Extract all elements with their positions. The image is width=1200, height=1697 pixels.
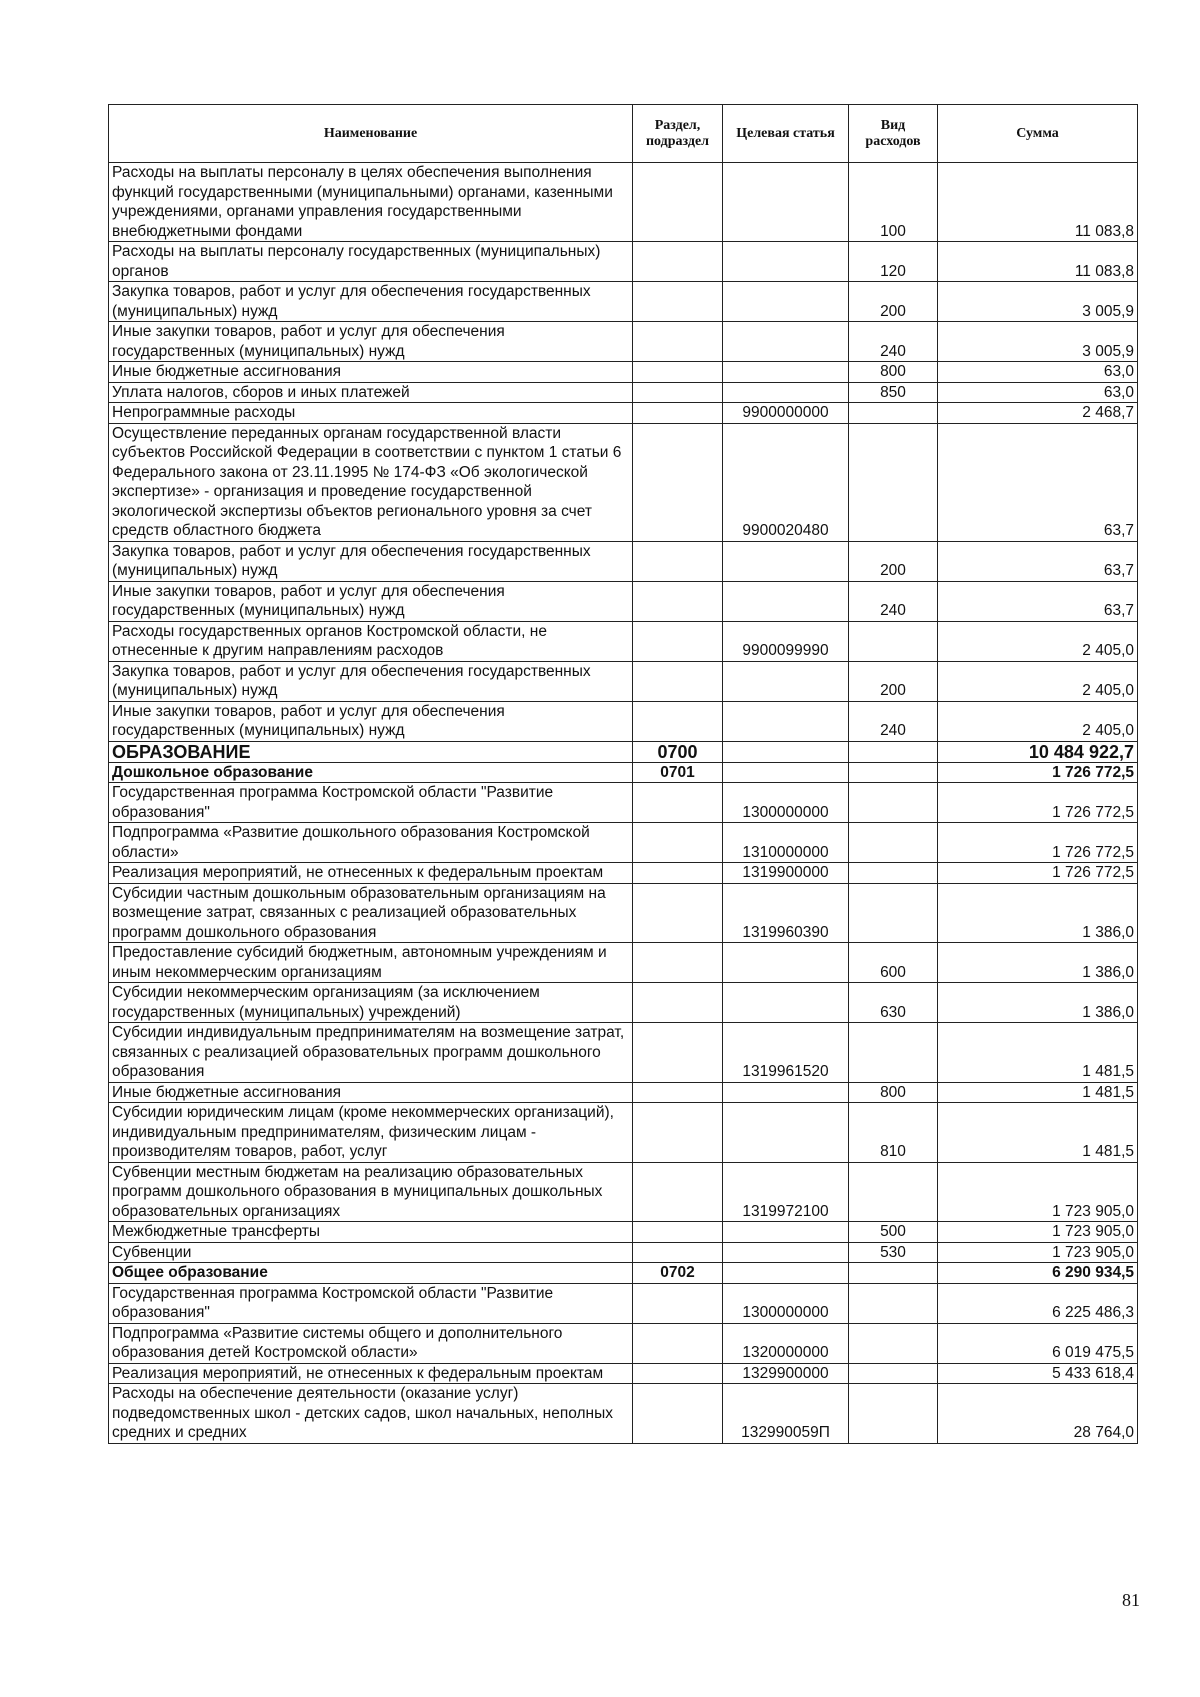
- row-article-cell: [723, 701, 849, 741]
- table-row: [109, 701, 1138, 741]
- row-article-cell: 1300000000: [723, 1283, 849, 1323]
- row-sum-cell: 3 005,9: [938, 282, 1138, 322]
- budget-table: [108, 104, 1138, 1444]
- row-type-cell: [849, 1384, 938, 1444]
- row-name-cell: Иные закупки товаров, работ и услуг для обеспечения государственных (муниципальных) нужд: [109, 322, 633, 362]
- table-row: [109, 943, 1138, 983]
- table-row: [109, 1263, 1138, 1284]
- row-sum-cell: 1 386,0: [938, 943, 1138, 983]
- row-article-cell: 1329900000: [723, 1363, 849, 1384]
- row-name-cell: Расходы на выплаты персоналу в целях обеспечения выполнения функций государственными (муниципальными) органами, казенными учреждениями, органами управления государственными внебюджетными фондами: [109, 163, 633, 242]
- row-name-cell: Предоставление субсидий бюджетным, автономным учреждениям и иным некоммерческим организациям: [109, 943, 633, 983]
- header-section: Раздел, подраздел: [633, 105, 723, 163]
- table-row: [109, 783, 1138, 823]
- row-sum-cell: 1 723 905,0: [938, 1242, 1138, 1263]
- table-row: [109, 282, 1138, 322]
- table-row: [109, 1162, 1138, 1222]
- row-article-cell: 1310000000: [723, 823, 849, 863]
- row-section-cell: [633, 1363, 723, 1384]
- row-article-cell: [723, 661, 849, 701]
- row-name-cell: Расходы на выплаты персоналу государственных (муниципальных) органов: [109, 242, 633, 282]
- row-article-cell: 1319960390: [723, 883, 849, 943]
- row-name-cell: Реализация мероприятий, не отнесенных к федеральным проектам: [109, 1363, 633, 1384]
- header-sum: Сумма: [938, 105, 1138, 163]
- header-name: Наименование: [109, 105, 633, 163]
- row-article-cell: 1319961520: [723, 1023, 849, 1083]
- row-article-cell: 9900000000: [723, 403, 849, 424]
- row-sum-cell: 1 481,5: [938, 1103, 1138, 1163]
- row-article-cell: [723, 1242, 849, 1263]
- row-article-cell: [723, 983, 849, 1023]
- row-sum-cell: 28 764,0: [938, 1384, 1138, 1444]
- row-name-cell: Субсидии некоммерческим организациям (за исключением государственных (муниципальных) учреждений): [109, 983, 633, 1023]
- row-type-cell: [849, 741, 938, 762]
- table-row: [109, 621, 1138, 661]
- row-section-cell: [633, 322, 723, 362]
- row-sum-cell: 2 468,7: [938, 403, 1138, 424]
- table-row: [109, 1082, 1138, 1103]
- row-name-cell: Реализация мероприятий, не отнесенных к федеральным проектам: [109, 863, 633, 884]
- row-name-cell: Закупка товаров, работ и услуг для обеспечения государственных (муниципальных) нужд: [109, 282, 633, 322]
- table-row: [109, 581, 1138, 621]
- row-article-cell: [723, 1103, 849, 1163]
- row-sum-cell: 2 405,0: [938, 701, 1138, 741]
- row-sum-cell: 63,0: [938, 362, 1138, 383]
- row-name-cell: Субсидии юридическим лицам (кроме некоммерческих организаций), индивидуальным предпринимателям, физическим лицам - производителям товаров, работ, услуг: [109, 1103, 633, 1163]
- row-section-cell: [633, 1082, 723, 1103]
- row-name-cell: Закупка товаров, работ и услуг для обеспечения государственных (муниципальных) нужд: [109, 661, 633, 701]
- row-name-cell: Дошкольное образование: [109, 762, 633, 783]
- row-type-cell: 200: [849, 282, 938, 322]
- row-type-cell: 120: [849, 242, 938, 282]
- row-section-cell: 0702: [633, 1263, 723, 1284]
- row-name-cell: Межбюджетные трансферты: [109, 1222, 633, 1243]
- table-row: [109, 423, 1138, 541]
- table-row: [109, 741, 1138, 762]
- row-sum-cell: 63,7: [938, 423, 1138, 541]
- row-type-cell: [849, 762, 938, 783]
- row-sum-cell: 6 290 934,5: [938, 1263, 1138, 1284]
- row-article-cell: [723, 163, 849, 242]
- row-name-cell: Субсидии частным дошкольным образовательным организациям на возмещение затрат, связанных с реализацией образовательных программ дошкольного образования: [109, 883, 633, 943]
- row-name-cell: Иные закупки товаров, работ и услуг для обеспечения государственных (муниципальных) нужд: [109, 701, 633, 741]
- row-section-cell: [633, 163, 723, 242]
- row-section-cell: [633, 883, 723, 943]
- row-article-cell: [723, 1082, 849, 1103]
- table-body: [109, 163, 1138, 1444]
- row-type-cell: 200: [849, 661, 938, 701]
- row-type-cell: [849, 1363, 938, 1384]
- table-row: [109, 823, 1138, 863]
- row-section-cell: [633, 1222, 723, 1243]
- table-row: [109, 883, 1138, 943]
- row-type-cell: [849, 1162, 938, 1222]
- row-name-cell: Подпрограмма «Развитие системы общего и дополнительного образования детей Костромской области»: [109, 1323, 633, 1363]
- row-section-cell: [633, 983, 723, 1023]
- row-sum-cell: 1 726 772,5: [938, 762, 1138, 783]
- table-row: [109, 242, 1138, 282]
- row-type-cell: [849, 1323, 938, 1363]
- row-type-cell: [849, 621, 938, 661]
- row-sum-cell: 1 723 905,0: [938, 1162, 1138, 1222]
- row-type-cell: 600: [849, 943, 938, 983]
- row-article-cell: 9900020480: [723, 423, 849, 541]
- row-article-cell: 1319972100: [723, 1162, 849, 1222]
- row-name-cell: Подпрограмма «Развитие дошкольного образования Костромской области»: [109, 823, 633, 863]
- row-name-cell: Закупка товаров, работ и услуг для обеспечения государственных (муниципальных) нужд: [109, 541, 633, 581]
- row-article-cell: [723, 1263, 849, 1284]
- row-article-cell: [723, 282, 849, 322]
- row-article-cell: [723, 362, 849, 383]
- row-sum-cell: 1 726 772,5: [938, 823, 1138, 863]
- row-article-cell: 1300000000: [723, 783, 849, 823]
- row-sum-cell: 63,7: [938, 541, 1138, 581]
- table-row: [109, 1222, 1138, 1243]
- table-row: [109, 1323, 1138, 1363]
- row-name-cell: Государственная программа Костромской области "Развитие образования": [109, 1283, 633, 1323]
- row-type-cell: [849, 1023, 938, 1083]
- table-row: [109, 362, 1138, 383]
- table-header-row: [109, 105, 1138, 163]
- row-name-cell: Уплата налогов, сборов и иных платежей: [109, 382, 633, 403]
- row-sum-cell: 63,0: [938, 382, 1138, 403]
- row-article-cell: [723, 762, 849, 783]
- row-section-cell: 0700: [633, 741, 723, 762]
- row-sum-cell: 1 481,5: [938, 1082, 1138, 1103]
- row-name-cell: Непрограммные расходы: [109, 403, 633, 424]
- row-sum-cell: 10 484 922,7: [938, 741, 1138, 762]
- table-row: [109, 1283, 1138, 1323]
- row-sum-cell: 6 019 475,5: [938, 1323, 1138, 1363]
- row-type-cell: [849, 423, 938, 541]
- row-type-cell: 850: [849, 382, 938, 403]
- row-article-cell: 9900099990: [723, 621, 849, 661]
- row-section-cell: [633, 943, 723, 983]
- row-section-cell: [633, 1323, 723, 1363]
- row-section-cell: [633, 783, 723, 823]
- row-section-cell: [633, 701, 723, 741]
- row-article-cell: [723, 322, 849, 362]
- row-sum-cell: 1 723 905,0: [938, 1222, 1138, 1243]
- row-section-cell: [633, 823, 723, 863]
- table-row: [109, 541, 1138, 581]
- row-section-cell: [633, 1384, 723, 1444]
- table-row: [109, 163, 1138, 242]
- row-type-cell: [849, 403, 938, 424]
- row-type-cell: 630: [849, 983, 938, 1023]
- row-sum-cell: 1 386,0: [938, 983, 1138, 1023]
- table-row: [109, 983, 1138, 1023]
- row-article-cell: 1319900000: [723, 863, 849, 884]
- header-article: Целевая статья: [723, 105, 849, 163]
- row-section-cell: [633, 1162, 723, 1222]
- row-section-cell: [633, 423, 723, 541]
- row-type-cell: [849, 823, 938, 863]
- row-sum-cell: 1 481,5: [938, 1023, 1138, 1083]
- row-section-cell: [633, 1103, 723, 1163]
- row-sum-cell: 2 405,0: [938, 661, 1138, 701]
- row-section-cell: [633, 661, 723, 701]
- row-type-cell: 240: [849, 322, 938, 362]
- row-name-cell: Расходы государственных органов Костромской области, не отнесенные к другим направлениям расходов: [109, 621, 633, 661]
- table-row: [109, 382, 1138, 403]
- row-name-cell: Расходы на обеспечение деятельности (оказание услуг) подведомственных школ - детских садов, школ начальных, неполных средних и средних: [109, 1384, 633, 1444]
- row-name-cell: Иные бюджетные ассигнования: [109, 1082, 633, 1103]
- row-article-cell: 132990059П: [723, 1384, 849, 1444]
- row-sum-cell: 1 726 772,5: [938, 783, 1138, 823]
- row-sum-cell: 6 225 486,3: [938, 1283, 1138, 1323]
- row-type-cell: 810: [849, 1103, 938, 1163]
- row-type-cell: 800: [849, 1082, 938, 1103]
- table-row: [109, 1384, 1138, 1444]
- row-sum-cell: 1 726 772,5: [938, 863, 1138, 884]
- row-article-cell: [723, 541, 849, 581]
- row-section-cell: [633, 1283, 723, 1323]
- row-section-cell: 0701: [633, 762, 723, 783]
- row-type-cell: 800: [849, 362, 938, 383]
- row-sum-cell: 2 405,0: [938, 621, 1138, 661]
- table-row: [109, 1363, 1138, 1384]
- row-sum-cell: 11 083,8: [938, 163, 1138, 242]
- table-row: [109, 403, 1138, 424]
- row-type-cell: 200: [849, 541, 938, 581]
- row-name-cell: Субвенции: [109, 1242, 633, 1263]
- row-type-cell: [849, 783, 938, 823]
- row-type-cell: 530: [849, 1242, 938, 1263]
- row-name-cell: Осуществление переданных органам государственной власти субъектов Российской Федерации в соответствии с пунктом 1 статьи 6 Федерального закона от 23.11.1995 № 174-ФЗ «Об экологической экспертизе» - организация и проведение государственной экологической экспертизы объектов регионального уровня за счет средств областного бюджета: [109, 423, 633, 541]
- row-type-cell: [849, 1263, 938, 1284]
- table-row: [109, 661, 1138, 701]
- row-name-cell: Иные закупки товаров, работ и услуг для обеспечения государственных (муниципальных) нужд: [109, 581, 633, 621]
- row-sum-cell: 11 083,8: [938, 242, 1138, 282]
- row-name-cell: Субсидии индивидуальным предпринимателям на возмещение затрат, связанных с реализацией образовательных программ дошкольного образования: [109, 1023, 633, 1083]
- row-article-cell: [723, 943, 849, 983]
- row-type-cell: [849, 883, 938, 943]
- table-row: [109, 1023, 1138, 1083]
- row-section-cell: [633, 362, 723, 383]
- row-article-cell: [723, 382, 849, 403]
- row-type-cell: 100: [849, 163, 938, 242]
- table-row: [109, 1242, 1138, 1263]
- row-section-cell: [633, 1023, 723, 1083]
- row-article-cell: [723, 741, 849, 762]
- table-row: [109, 322, 1138, 362]
- row-sum-cell: 5 433 618,4: [938, 1363, 1138, 1384]
- row-section-cell: [633, 863, 723, 884]
- row-sum-cell: 3 005,9: [938, 322, 1138, 362]
- table-row: [109, 1103, 1138, 1163]
- header-type: Вид расходов: [849, 105, 938, 163]
- row-section-cell: [633, 282, 723, 322]
- table-row: [109, 863, 1138, 884]
- row-article-cell: [723, 581, 849, 621]
- row-type-cell: 240: [849, 701, 938, 741]
- row-type-cell: [849, 863, 938, 884]
- page-number: 81: [1122, 1590, 1140, 1610]
- row-name-cell: Субвенции местным бюджетам на реализацию образовательных программ дошкольного образования в муниципальных дошкольных образовательных организациях: [109, 1162, 633, 1222]
- row-type-cell: 240: [849, 581, 938, 621]
- row-name-cell: Иные бюджетные ассигнования: [109, 362, 633, 383]
- row-type-cell: 500: [849, 1222, 938, 1243]
- row-sum-cell: 1 386,0: [938, 883, 1138, 943]
- row-article-cell: [723, 242, 849, 282]
- row-section-cell: [633, 621, 723, 661]
- row-name-cell: ОБРАЗОВАНИЕ: [109, 741, 633, 762]
- row-section-cell: [633, 1242, 723, 1263]
- row-section-cell: [633, 242, 723, 282]
- row-section-cell: [633, 581, 723, 621]
- row-section-cell: [633, 541, 723, 581]
- row-type-cell: [849, 1283, 938, 1323]
- row-name-cell: Общее образование: [109, 1263, 633, 1284]
- row-article-cell: 1320000000: [723, 1323, 849, 1363]
- table-row: [109, 762, 1138, 783]
- row-name-cell: Государственная программа Костромской области "Развитие образования": [109, 783, 633, 823]
- row-article-cell: [723, 1222, 849, 1243]
- row-sum-cell: 63,7: [938, 581, 1138, 621]
- row-section-cell: [633, 382, 723, 403]
- row-section-cell: [633, 403, 723, 424]
